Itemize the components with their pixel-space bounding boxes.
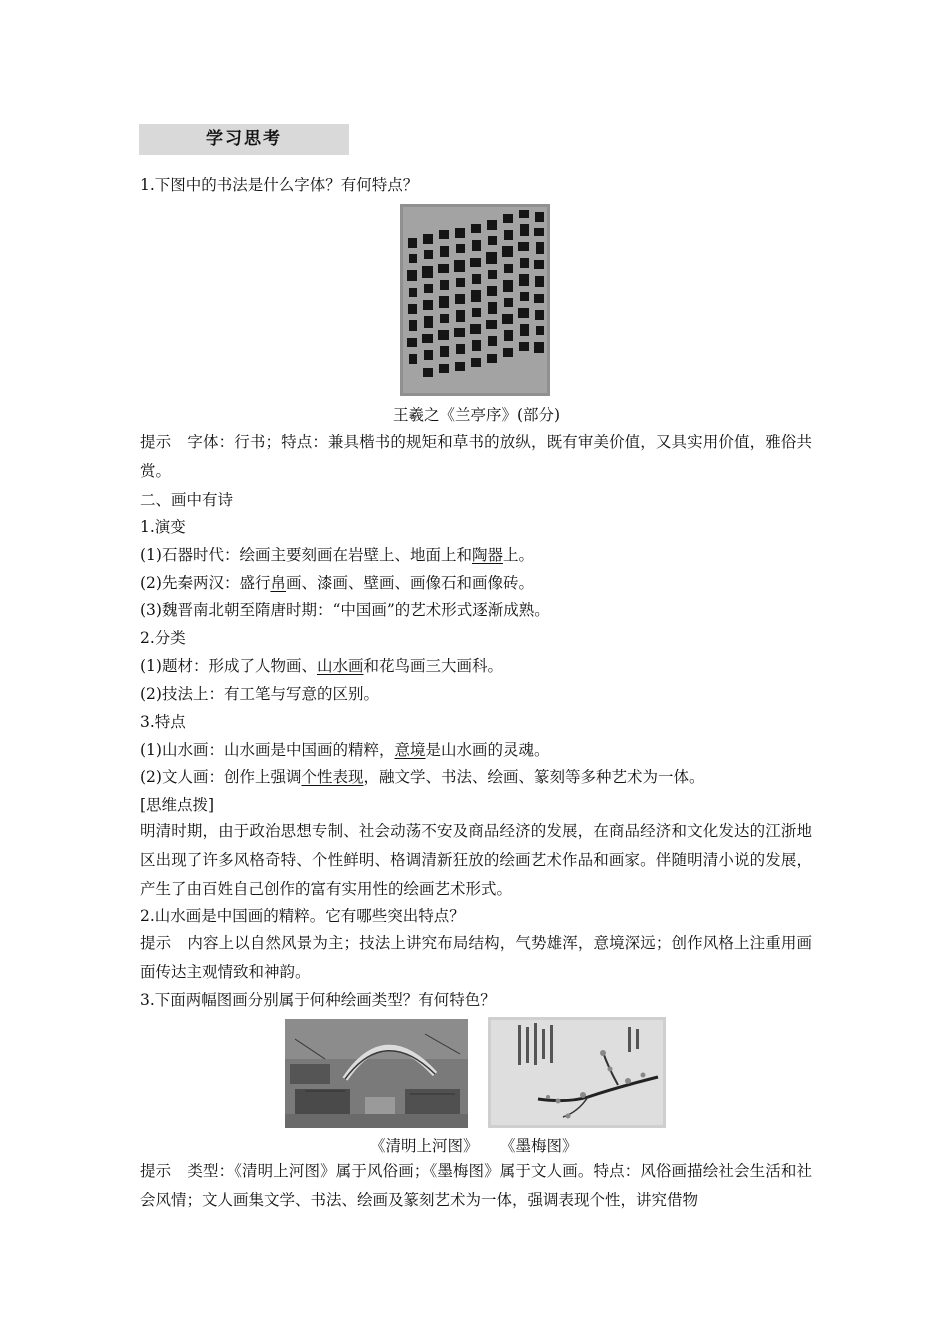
classification-item-2: (2)技法上：有工笔与写意的区别。 — [140, 685, 379, 703]
answer-3 — [140, 1157, 812, 1215]
evolution-item-1-text: (1)石器时代：绘画主要刻画在岩壁上、地面上和 — [140, 546, 472, 564]
evolution-item-1-tail: 上。 — [502, 546, 534, 564]
plum-blossom-caption: 《墨梅图》 — [500, 1137, 578, 1155]
heading-classification: 2.分类 — [140, 629, 186, 647]
feature-item-1-text: (1)山水画：山水画是中国画的精粹， — [140, 741, 395, 759]
classification-item-1 — [140, 656, 812, 676]
feature-item-2-tail: ，融文学、书法、绘画、篆刻等多种艺术为一体。 — [363, 768, 705, 786]
answer-3-text: 类型：《清明上河图》属于风俗画；《墨梅图》属于文人画。特点：风俗画描绘社会生活和社会风情；文人画集文学、书法、绘画及篆刻艺术为一体，强调表现个性，讲究借物 — [140, 1162, 812, 1209]
feature-item-1 — [140, 740, 812, 760]
answer-2-text: 内容上以自然风景为主；技法上讲究布局结构，气势雄浑，意境深远；创作风格上注重用画面传达主观情致和神韵。 — [140, 934, 812, 981]
question-2: 2.山水画是中国画的精粹。它有哪些突出特点？ — [140, 907, 465, 925]
heading-section-2: 二、画中有诗 — [140, 491, 234, 509]
calligraphy-caption: 王羲之《兰亭序》(部分) — [393, 406, 561, 424]
section-title: 学习思考 — [139, 124, 349, 155]
evolution-item-2-tail: 画、漆画、壁画、画像石和画像砖。 — [285, 574, 534, 592]
calligraphy-image — [400, 204, 550, 396]
evolution-item-2-keyword: 帛 — [270, 574, 286, 592]
feature-item-2 — [140, 767, 812, 787]
evolution-item-1-keyword: 陶器 — [471, 546, 503, 564]
feature-item-2-keyword: 个性表现 — [301, 768, 364, 786]
evolution-item-1 — [140, 545, 812, 565]
evolution-item-3: (3)魏晋南北朝至隋唐时期：“中国画”的艺术形式逐渐成熟。 — [140, 601, 550, 619]
question-3: 3.下面两幅图画分别属于何种绘画类型？有何特色？ — [140, 991, 496, 1009]
classification-item-1-tail: 和花鸟画三大画科。 — [363, 657, 503, 675]
hint-label: 提示 — [140, 1162, 172, 1180]
thinking-text: 明清时期，由于政治思想专制、社会动荡不安及商品经济的发展，在商品经济和文化发达的江浙地区出现了许多风格奇特、个性鲜明、格调清新狂放的绘画艺术作品和画家。伴随明清小说的发展，产生了由百姓自己创作的富有实用性的绘画艺术形式。 — [140, 822, 812, 898]
qingming-painting-image — [285, 1019, 468, 1128]
heading-features: 3.特点 — [140, 713, 186, 731]
hint-label: 提示 — [140, 433, 172, 451]
feature-item-1-keyword: 意境 — [394, 741, 426, 759]
feature-item-2-text: (2)文人画：创作上强调 — [140, 768, 302, 786]
thinking-label: [思维点拨] — [140, 796, 215, 814]
classification-item-1-text: (1)题材：形成了人物画、 — [140, 657, 317, 675]
evolution-item-2 — [140, 573, 812, 593]
qingming-caption: 《清明上河图》 — [370, 1137, 479, 1155]
answer-1 — [140, 428, 812, 486]
classification-item-1-keyword: 山水画 — [316, 657, 364, 675]
plum-blossom-painting-image — [488, 1017, 666, 1128]
answer-1-text: 字体：行书；特点：兼具楷书的规矩和草书的放纵，既有审美价值，又具实用价值，雅俗共赏。 — [140, 433, 812, 480]
question-1: 1.下图中的书法是什么字体？有何特点？ — [140, 176, 419, 194]
feature-item-1-tail: 是山水画的灵魂。 — [425, 741, 550, 759]
answer-2 — [140, 929, 812, 987]
hint-label: 提示 — [140, 934, 172, 952]
heading-evolution: 1.演变 — [140, 518, 186, 536]
evolution-item-2-text: (2)先秦两汉：盛行 — [140, 574, 271, 592]
